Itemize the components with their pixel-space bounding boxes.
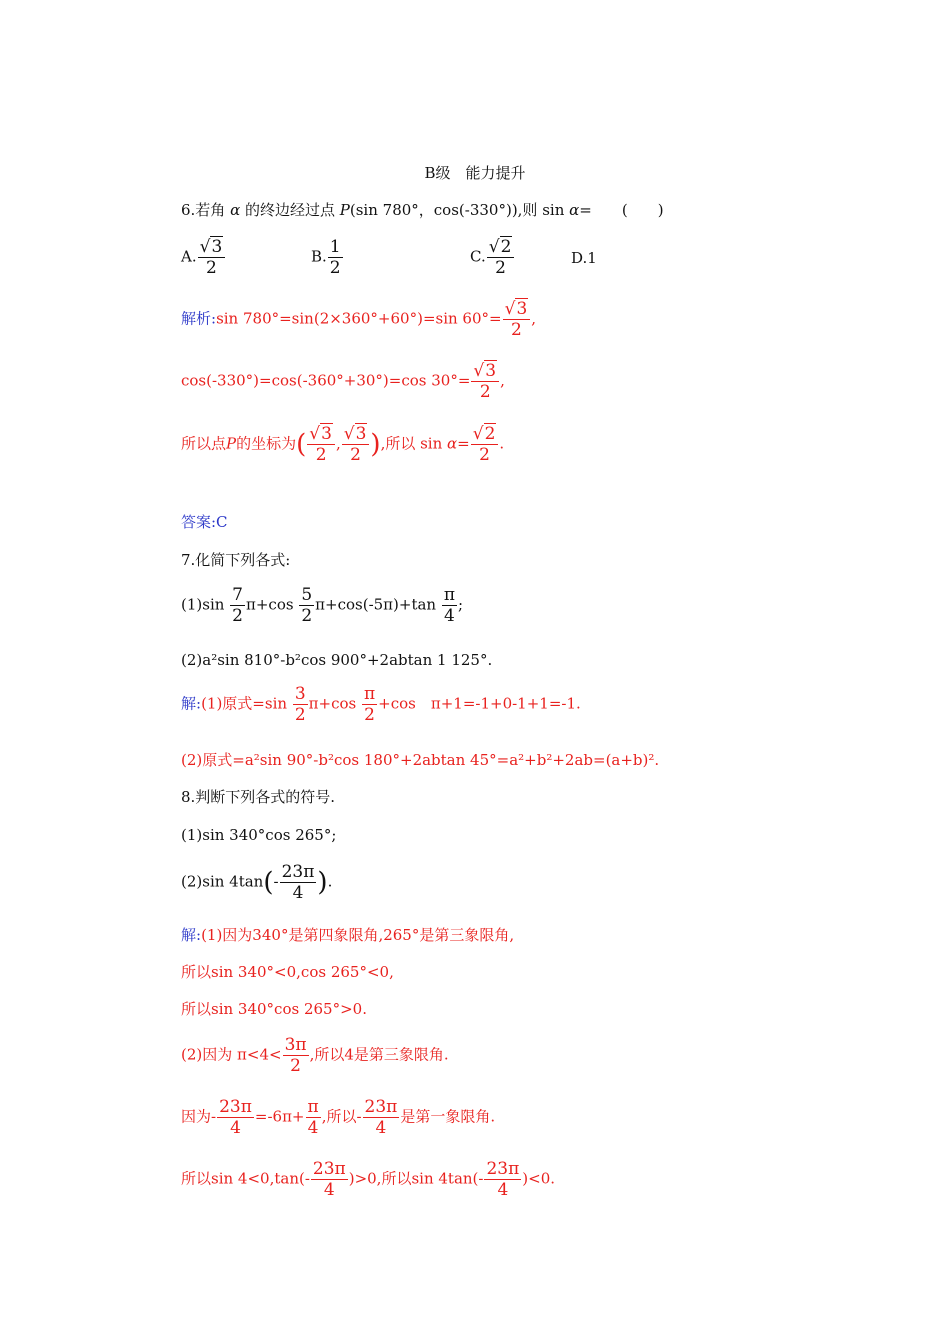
- q6-solution-line1: 解析:sin 780°=sin(2×360°+60°)=sin 60°= $\frac{√3}{2}$ ,: [181, 299, 537, 340]
- q6-solution-line2: cos(-330°)=cos(-360°+30°)=cos 30°= $\frac{√3}{2}$ ,: [181, 361, 505, 402]
- q8-part1: (1)sin 340°cos 265°;: [181, 826, 337, 844]
- q6-option-c: C. $\frac{√2}{2}$: [470, 237, 515, 278]
- q7-solution-1: 解:(1)原式=sin $\frac{3}{2}$ π+cos $\frac{\pi}{2}$ +cos π+1=-1+0-1+1=-1.: [181, 684, 581, 725]
- q8-solution-1: 解:(1)因为340°是第四象限角,265°是第三象限角,: [181, 926, 515, 944]
- q7-stem: 7.化简下列各式:: [181, 551, 291, 569]
- q6-option-b: B. $\frac{1}{2}$: [311, 237, 341, 278]
- q6-answer: 答案:C: [181, 513, 228, 531]
- q8-part2: (2)sin 4tan(- $\frac{23\pi}{4}$ ).: [181, 862, 333, 903]
- q6-stem: 6.若角 α 的终边经过点 P(sin 780°，cos(-330°)),则 sin α= ( ): [181, 201, 664, 219]
- q7-part1: (1)sin $\frac{7}{2}$ π+cos $\frac{5}{2}$ π+cos(-5π)+tan $\frac{\pi}{4}$ ;: [181, 585, 464, 626]
- q7-solution-2: (2)原式=a²sin 90°-b²cos 180°+2abtan 45°=a²+b²+2ab=(a+b)².: [181, 751, 660, 769]
- q8-solution-4: (2)因为 π<4< $\frac{3\pi}{2}$ ,所以4是第三象限角.: [181, 1035, 449, 1076]
- q6-solution-line3: 所以点P的坐标为( $\frac{√3}{2}$ , $\frac{√3}{2}$ ),所以 sin α= $\frac{√2}{2}$ .: [181, 424, 505, 465]
- q8-stem: 8.判断下列各式的符号.: [181, 788, 336, 806]
- q6-option-d: D.1: [571, 249, 597, 267]
- q8-solution-2: 所以sin 340°<0,cos 265°<0,: [181, 963, 394, 981]
- q6-option-a: A. $\frac{√3}{2}$: [181, 237, 226, 278]
- q8-solution-3: 所以sin 340°cos 265°>0.: [181, 1000, 367, 1018]
- q8-solution-6: 所以sin 4<0,tan(- $\frac{23\pi}{4}$ )>0,所以sin 4tan(- $\frac{23\pi}{4}$ )<0.: [181, 1159, 556, 1200]
- section-title: B级 能力提升: [424, 164, 526, 182]
- q8-solution-5: 因为- $\frac{23\pi}{4}$ =-6π+ $\frac{\pi}{4}$ ,所以- $\frac{23\pi}{4}$ 是第一象限角.: [181, 1097, 496, 1138]
- q7-part2: (2)a²sin 810°-b²cos 900°+2abtan 1 125°.: [181, 651, 493, 669]
